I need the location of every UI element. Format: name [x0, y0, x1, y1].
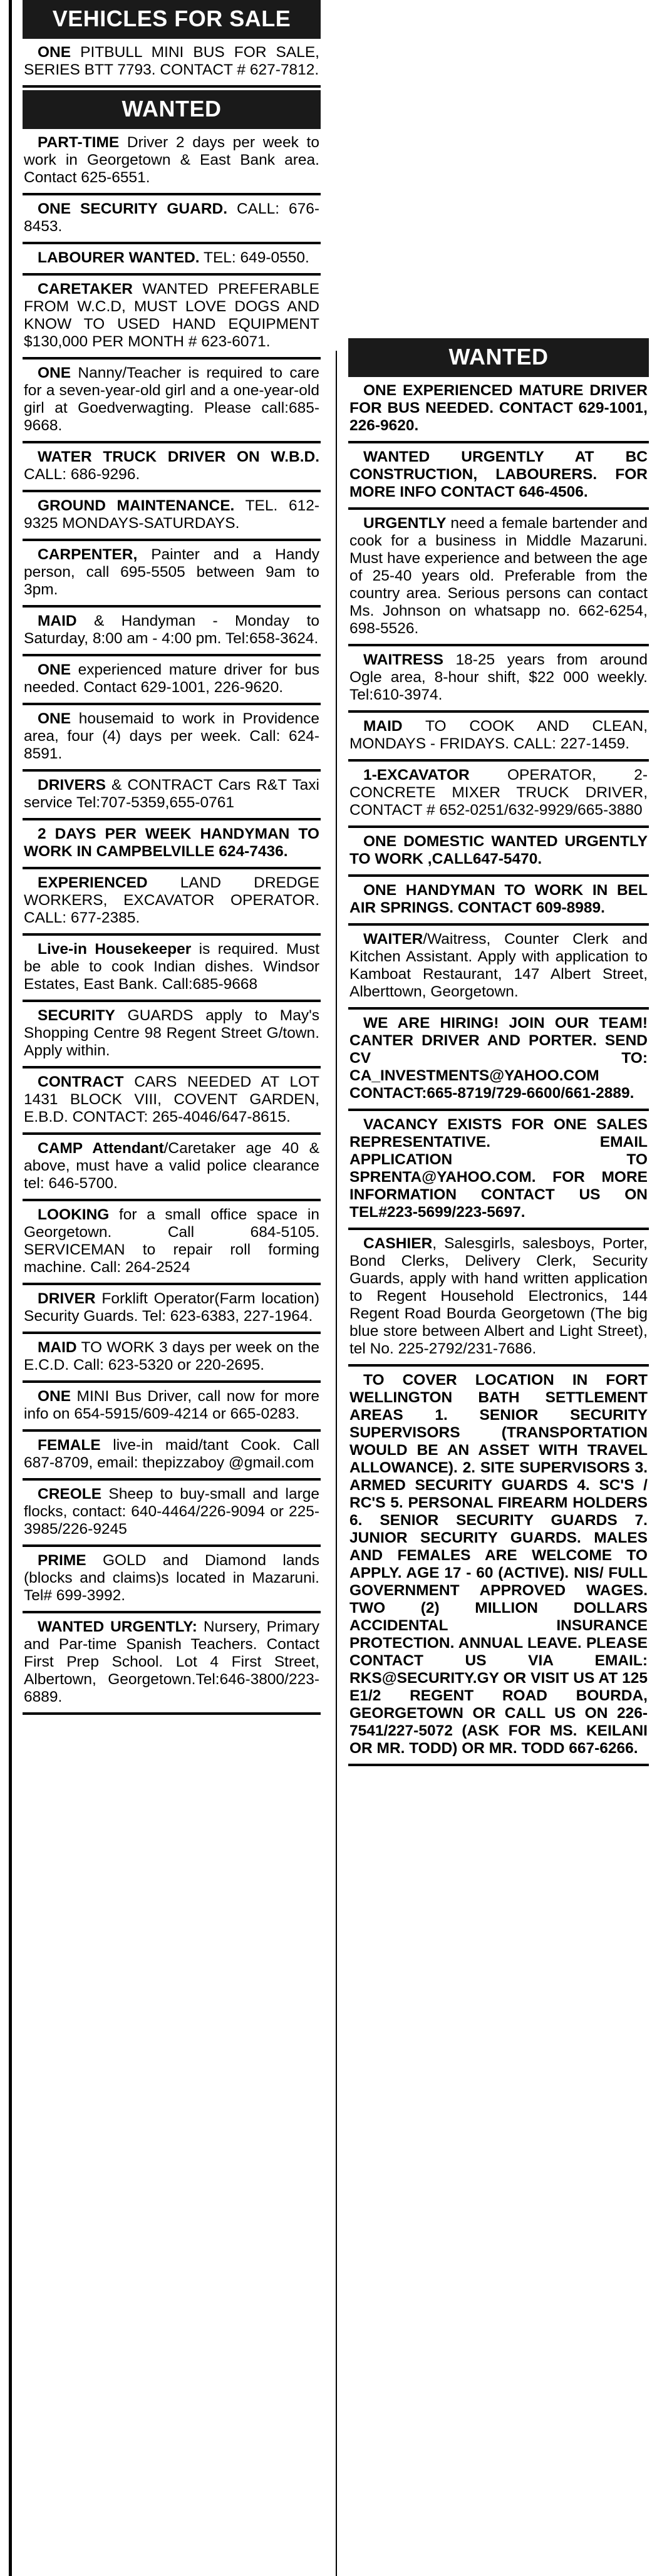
- ad-body: Forklift Operator(Farm location) Security Guards. Tel: 623-6383, 227-1964.: [24, 1290, 319, 1325]
- classified-ad: [23, 39, 321, 88]
- classified-ad: [348, 510, 649, 646]
- ad-lead: LABOURER WANTED.: [38, 249, 200, 266]
- ad-body: Painter and a Handy person, call 695-5505 between 9am to 3pm.: [24, 546, 319, 598]
- ad-lead: ONE: [38, 1388, 71, 1405]
- classified-ad: [348, 1010, 649, 1111]
- classified-ad: [348, 646, 649, 713]
- classified-ad: [23, 360, 321, 443]
- ad-body: Driver 2 days per week to work in Georgetown & East Bank area. Contact 625-6551.: [24, 134, 319, 186]
- classified-ad: [348, 926, 649, 1010]
- classified-ad: [348, 377, 649, 443]
- ad-lead: PRIME: [38, 1552, 86, 1569]
- classified-ad: [23, 443, 321, 492]
- ad-body: TO COOK AND CLEAN, MONDAYS - FRIDAYS. CALL: 227-1459.: [349, 718, 648, 752]
- ad-body: TO WORK 3 days per week on the E.C.D. Call: 623-5320 or 220-2695.: [24, 1339, 319, 1373]
- classified-ad: [23, 244, 321, 276]
- ad-lead: WANTED URGENTLY:: [38, 1618, 197, 1635]
- classified-ad: [23, 820, 321, 869]
- vehicles-for-sale-header: VEHICLES FOR SALE: [23, 0, 321, 39]
- wanted-header-left: WANTED: [23, 90, 321, 129]
- ad-body: CARS NEEDED AT LOT 1431 BLOCK VIII, COVENT GARDEN, E.B.D. CONTACT: 265-4046/647-8615.: [24, 1073, 319, 1125]
- ad-body: /Waitress, Counter Clerk and Kitchen Assistant. Apply with application to Kamboat Restaurant, 147 Albert Street, Alberttown, Georgetown.: [349, 931, 648, 1000]
- ad-lead: ONE HANDYMAN TO WORK IN BEL AIR SPRINGS. CONTACT 609-8989.: [349, 882, 648, 916]
- ad-body: live-in maid/tant Cook. Call 687-8709, email: thepizzaboy @gmail.com: [24, 1437, 319, 1471]
- ad-body: & Handyman - Monday to Saturday, 8:00 am - 4:00 pm. Tel:658-3624.: [24, 613, 319, 647]
- ad-lead: CASHIER: [363, 1235, 433, 1252]
- wanted-header-right: WANTED: [348, 338, 649, 377]
- ad-body: need a female bartender and cook for a business in Middle Mazaruni. Must have experience and between the age of 25-40 years old. Preferable from the country area. Serious persons can contact Ms. Johnson on whatsapp no. 662-6254, 698-5526.: [349, 515, 648, 637]
- ad-lead: ONE DOMESTIC WANTED URGENTLY TO WORK ,CALL647-5470.: [349, 833, 648, 867]
- classified-ad: [23, 869, 321, 936]
- ad-lead: ONE: [38, 365, 71, 381]
- ad-body: GOLD and Diamond lands (blocks and claims)s located in Mazaruni. Tel# 699-3992.: [24, 1552, 319, 1604]
- ad-lead: ONE: [38, 710, 71, 727]
- ad-body: CALL: 676-8453.: [24, 200, 319, 235]
- classified-ad: [23, 1068, 321, 1135]
- ad-lead: TO COVER LOCATION IN FORT WELLINGTON BATH SETTLEMENT AREAS 1. SENIOR SECURITY SUPERVISORS (TRANSPORTATION WOULD BE AN ASSET WITH TRAVEL ALLOWANCE). 2. SITE SUPERVISORS 3. ARMED SECURITY GUARDS 4. SC'S / RC'S 5. PERSONAL FIREARM HOLDERS 6. SENIOR SECURITY GUARDS 7. JUNIOR SECURITY GUARDS. MALES AND FEMALES ARE WELCOME TO APPLY. AGE 17 - 60 (ACTIVE). NIS/ FULL GOVERNMENT APPROVED WAGES. TWO (2) MILLION DOLLARS ACCIDENTAL INSURANCE PROTECTION. ANNUAL LEAVE. PLEASE CONTACT US VIA EMAIL: RKS@SECURITY.GY OR VISIT US AT 125 E1/2 REGENT ROAD BOURDA, GEORGETOWN OR CALL US ON 226-7541/227-5072 (ASK FOR MS. KEILANI OR MR. TODD) OR MR. TODD 667-6266.: [349, 1372, 648, 1757]
- left-column: [23, 0, 321, 1715]
- left-margin-rule: [9, 0, 12, 2576]
- classified-ad: [23, 541, 321, 608]
- ad-body: experienced mature driver for bus needed. Contact 629-1001, 226-9620.: [24, 661, 319, 696]
- ad-lead: FEMALE: [38, 1437, 101, 1454]
- ad-body: WANTED PREFERABLE FROM W.C.D, MUST LOVE DOGS AND KNOW TO USED HAND EQUIPMENT $130,000 PER MONTH # 623-6071.: [24, 281, 319, 350]
- classified-ad: [23, 705, 321, 772]
- ad-body: is required. Must be able to cook Indian dishes. Windsor Estates, East Bank. Call:685-9668: [24, 941, 320, 993]
- classified-ad: [348, 828, 649, 877]
- classified-ad: [23, 276, 321, 360]
- ad-lead: ONE EXPERIENCED MATURE DRIVER FOR BUS NEEDED. CONTACT 629-1001, 226-9620.: [349, 382, 648, 434]
- ad-body: Sheep to buy-small and large flocks, contact: 640-4464/226-9094 or 225-3985/226-9245: [24, 1486, 319, 1538]
- ad-lead: PART-TIME: [38, 134, 120, 151]
- ad-lead: LOOKING: [38, 1206, 110, 1223]
- classified-ad: [23, 1201, 321, 1285]
- ad-lead: 1-EXCAVATOR: [363, 767, 470, 784]
- classified-ad: [348, 1111, 649, 1230]
- ad-lead: CAMP Attendant: [38, 1140, 164, 1157]
- ad-body: , Salesgirls, salesboys, Porter, Bond Clerks, Delivery Clerk, Security Guards, apply with hand written application to Regent Household Electronics, 144 Regent Road Bourda Georgetown (The big blue store between Albert and Light Street), tel No. 225-2792/231-7686.: [349, 1235, 648, 1357]
- ad-body: for a small office space in Georgetown. Call 684-5105. SERVICEMAN to repair roll forming machine. Call: 264-2524: [24, 1206, 319, 1276]
- ad-lead: CREOLE: [38, 1486, 102, 1503]
- ad-body: /Caretaker age 40 & above, must have a valid police clearance tel: 646-5700.: [24, 1140, 319, 1192]
- ad-body: PITBULL MINI BUS FOR SALE, SERIES BTT 7793. CONTACT # 627-7812.: [24, 44, 319, 78]
- classified-ad: [23, 1383, 321, 1432]
- ad-lead: WAITER: [363, 931, 423, 948]
- ad-lead: 2 DAYS PER WEEK HANDYMAN TO WORK IN CAMPBELVILLE 624-7436.: [24, 825, 319, 860]
- ad-body: 18-25 years from around Ogle area, 8-hour shift, $22 000 weekly. Tel:610-3974.: [349, 651, 648, 703]
- classified-ad: [23, 656, 321, 705]
- ad-lead: WAITRESS: [363, 651, 443, 668]
- classified-ad: [23, 195, 321, 244]
- ad-lead: WANTED URGENTLY AT BC CONSTRUCTION, LABOURERS. FOR MORE INFO CONTACT 646-4506.: [349, 448, 648, 500]
- classified-ad: [23, 608, 321, 656]
- ad-lead: WATER TRUCK DRIVER ON W.B.D.: [38, 448, 319, 465]
- classified-ad: [23, 1613, 321, 1715]
- classified-ad: [348, 443, 649, 510]
- classified-ad: [348, 762, 649, 828]
- classified-ad: [23, 1135, 321, 1201]
- ad-lead: DRIVER: [38, 1290, 96, 1307]
- ad-body: MINI Bus Driver, call now for more info on 654-5915/609-4214 or 665-0283.: [24, 1388, 319, 1422]
- ad-body: & CONTRACT Cars R&T Taxi service Tel:707-5359,655-0761: [24, 777, 319, 811]
- classified-ad: [23, 1547, 321, 1613]
- ad-body: TEL. 612-9325 MONDAYS-SATURDAYS.: [24, 497, 319, 532]
- ad-lead: MAID: [363, 718, 403, 735]
- ad-lead: ONE SECURITY GUARD.: [38, 200, 228, 217]
- ad-lead: SECURITY: [38, 1007, 115, 1024]
- ad-body: housemaid to work in Providence area, four (4) days per week. Call: 624-8591.: [24, 710, 319, 762]
- ad-lead: EXPERIENCED: [38, 874, 148, 891]
- ad-lead: CARETAKER: [38, 281, 133, 297]
- ad-lead: CARPENTER,: [38, 546, 138, 563]
- classified-ad: [23, 129, 321, 195]
- ad-lead: URGENTLY: [363, 515, 447, 532]
- classified-ad: [23, 772, 321, 820]
- ad-body: Nursery, Primary and Par-time Spanish Teachers. Contact First Prep School. Lot 4 First Street, Albertown, Georgetown.Tel:646-3800/223-6889.: [24, 1618, 319, 1705]
- ad-lead: MAID: [38, 1339, 77, 1356]
- right-column: [348, 338, 649, 1766]
- classified-ad: [23, 1432, 321, 1481]
- ad-body: CALL: 686-9296.: [24, 466, 140, 483]
- ad-lead: GROUND MAINTENANCE.: [38, 497, 235, 514]
- vehicles-ads: [23, 39, 321, 88]
- ad-lead: Live-in Housekeeper: [38, 941, 192, 958]
- classified-ad: [23, 1285, 321, 1334]
- classified-ad: [23, 1481, 321, 1547]
- ad-lead: ONE: [38, 661, 71, 678]
- ad-body: OPERATOR, 2- CONCRETE MIXER TRUCK DRIVER, CONTACT # 652-0251/632-9929/665-3880: [349, 767, 648, 819]
- wanted-ads-right: [348, 377, 649, 1766]
- ad-body: LAND DREDGE WORKERS, EXCAVATOR OPERATOR. CALL: 677-2385.: [24, 874, 319, 926]
- ad-lead: CONTRACT: [38, 1073, 124, 1090]
- classified-ad: [23, 1334, 321, 1383]
- wanted-ads-left: [23, 129, 321, 1715]
- ad-lead: MAID: [38, 613, 77, 629]
- ad-lead: WE ARE HIRING! JOIN OUR TEAM! CANTER DRIVER AND PORTER. SEND CV TO: CA_INVESTMENTS@YAHOO.COM CONTACT:665-8719/729-6600/661-2889.: [349, 1015, 648, 1102]
- ad-body: TEL: 649-0550.: [199, 249, 309, 266]
- ad-body: GUARDS apply to May's Shopping Centre 98 Regent Street G/town. Apply within.: [24, 1007, 319, 1059]
- classified-ad: [348, 713, 649, 762]
- classified-ad: [23, 492, 321, 541]
- classified-ad: [348, 877, 649, 926]
- ad-lead: VACANCY EXISTS FOR ONE SALES REPRESENTATIVE. EMAIL APPLICATION TO SPRENTA@YAHOO.COM. FOR MORE INFORMATION CONTACT US ON TEL#223-5699/223-5697.: [349, 1116, 648, 1221]
- classified-ad: [23, 1002, 321, 1068]
- ad-lead: DRIVERS: [38, 777, 106, 794]
- ad-lead: ONE: [38, 44, 71, 61]
- ad-body: Nanny/Teacher is required to care for a seven-year-old girl and a one-year-old girl at Goedverwagting. Please call:685-9668.: [24, 365, 319, 434]
- classified-ad: [348, 1367, 649, 1766]
- classified-ad: [348, 1230, 649, 1367]
- classified-ad: [23, 936, 321, 1002]
- column-divider: [336, 351, 337, 2576]
